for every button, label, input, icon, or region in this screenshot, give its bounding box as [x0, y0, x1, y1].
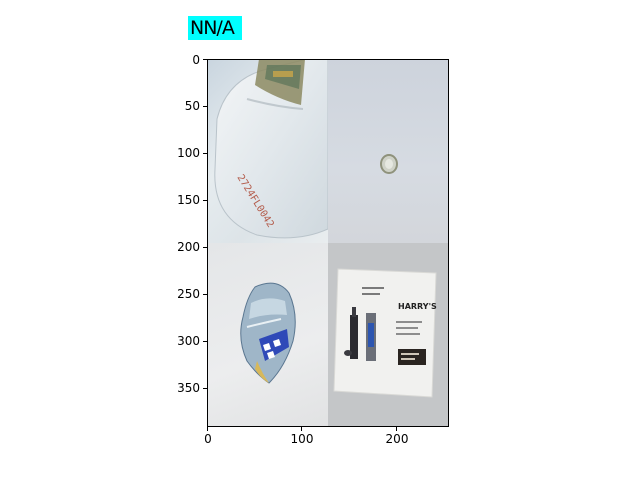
x-tick-label: 100 — [290, 432, 314, 446]
y-tick-label: 350 — [177, 381, 200, 395]
y-tick-label: 200 — [177, 240, 200, 254]
y-tick — [203, 341, 207, 342]
leaflet-brand: HARRY'S — [398, 302, 437, 311]
tile-paper-leaflet — [328, 243, 449, 427]
tile-bottle-cap — [328, 59, 449, 243]
y-tick — [203, 153, 207, 154]
y-tick-label: 100 — [177, 146, 200, 160]
x-tick — [207, 427, 208, 431]
y-tick — [203, 59, 207, 60]
x-tick-label: 200 — [385, 432, 409, 446]
y-tick-label: 0 — [192, 53, 200, 67]
crumpled-wrapper-icon — [207, 243, 328, 427]
image-grid — [207, 59, 449, 427]
y-tick-label: 300 — [177, 334, 200, 348]
glass-bottle-icon — [207, 59, 328, 243]
y-tick — [203, 106, 207, 107]
tile-crumpled-wrapper — [207, 243, 328, 427]
y-tick — [203, 200, 207, 201]
y-tick-label: 50 — [184, 99, 200, 113]
x-tick — [301, 427, 302, 431]
y-tick-label: 250 — [177, 287, 200, 301]
annotation-box — [188, 16, 242, 40]
annotation-label: NN/A — [190, 17, 234, 39]
tile-glass-bottle — [207, 59, 328, 243]
x-tick-label: 0 — [204, 432, 212, 446]
y-tick — [203, 247, 207, 248]
bottle-print: 2724FL0042 — [234, 172, 276, 230]
y-tick — [203, 294, 207, 295]
y-tick-label: 150 — [177, 193, 200, 207]
y-tick — [203, 388, 207, 389]
paper-leaflet-icon — [328, 243, 449, 427]
x-tick — [396, 427, 397, 431]
bottle-cap-icon — [328, 59, 449, 243]
